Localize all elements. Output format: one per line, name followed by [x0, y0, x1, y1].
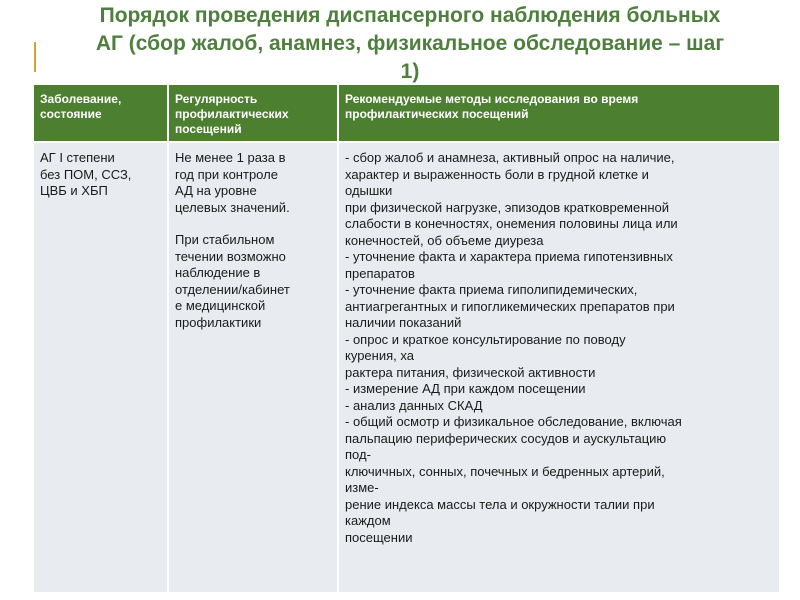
paragraph-gap	[175, 216, 331, 232]
cell-line: целевых значений.	[175, 199, 290, 215]
cell-line: без ПОМ, ССЗ,	[40, 166, 132, 182]
table-row	[34, 142, 779, 592]
cell-line: - уточнение факта приема гиполипидемических,	[345, 282, 638, 297]
header-line: состояние	[40, 107, 102, 121]
cell-line: год при контроле	[175, 166, 278, 182]
cell-line: Не менее 1 раза в	[175, 150, 286, 165]
cell-line: одышки	[345, 183, 393, 198]
cell-line: характер и выраженность боли в грудной клетке и	[345, 166, 649, 182]
cell-line: рактера питания, физической активности	[345, 364, 596, 380]
cell-line: профилактики	[175, 314, 262, 330]
header-line: профилактических	[175, 107, 289, 121]
header-line: Регулярность	[175, 92, 258, 106]
cell-line: ключичных, сонных, почечных и бедренных артерий,	[345, 463, 665, 479]
cell-line: АД на уровне	[175, 183, 257, 198]
cell-methods	[338, 142, 779, 592]
monitoring-table	[34, 85, 779, 592]
cell-line: препаратов	[345, 265, 415, 281]
cell-line: - измерение АД при каждом посещении	[345, 381, 586, 396]
cell-line: антиагрегантных и гипогликемических препаратов при	[345, 298, 675, 314]
cell-condition	[34, 142, 168, 592]
title-line: АГ (сбор жалоб, анамнез, физикальное обследование – шаг	[95, 32, 725, 55]
cell-frequency	[168, 142, 338, 592]
cell-line: е медицинской	[175, 298, 266, 313]
header-condition	[34, 85, 168, 142]
cell-line: При стабильном	[175, 232, 275, 247]
cell-line: - уточнение факта и характера приема гипотензивных	[345, 249, 673, 264]
table-header-row	[34, 85, 779, 142]
cell-line: - общий осмотр и физикальное обследование, включая	[345, 414, 682, 429]
cell-line: наблюдение в	[175, 265, 261, 280]
title-line: 1)	[400, 60, 420, 83]
header-frequency	[168, 85, 338, 142]
header-methods	[338, 85, 779, 142]
cell-line: - опрос и краткое консультирование по поводу	[345, 331, 626, 347]
cell-line: - сбор жалоб и анамнеза, активный опрос на наличие,	[345, 150, 675, 165]
cell-line: наличии показаний	[345, 315, 462, 330]
header-line: посещений	[175, 122, 242, 136]
header-line: профилактических посещений	[345, 107, 529, 121]
cell-line: посещении	[345, 529, 413, 545]
cell-line: течении возможно	[175, 248, 286, 264]
title-line: Порядок проведения диспансерного наблюдения больных	[99, 4, 721, 27]
cell-line: при физической нагрузке, эпизодов кратковременной	[345, 199, 670, 215]
cell-line: конечностей, об объеме диуреза	[345, 232, 544, 248]
cell-line: изме-	[345, 480, 379, 495]
cell-line: под-	[345, 447, 371, 462]
header-line: Заболевание,	[40, 92, 122, 106]
cell-line: курения, ха	[345, 348, 414, 363]
cell-line: пальпацию периферических сосудов и аускультацию	[345, 430, 667, 446]
cell-line: - анализ данных СКАД	[345, 397, 483, 413]
cell-line: отделении/кабинет	[175, 281, 290, 297]
cell-line: слабости в конечностях, онемения половины лица или	[345, 216, 678, 231]
header-line: Рекомендуемые методы исследования во время	[345, 92, 639, 106]
cell-line: ЦВБ и ХБП	[40, 183, 108, 198]
slide-title	[30, 2, 790, 86]
cell-line: рение индекса массы тела и окружности талии при	[345, 496, 655, 512]
cell-line: каждом	[345, 513, 391, 528]
cell-line: АГ I степени	[40, 150, 115, 165]
